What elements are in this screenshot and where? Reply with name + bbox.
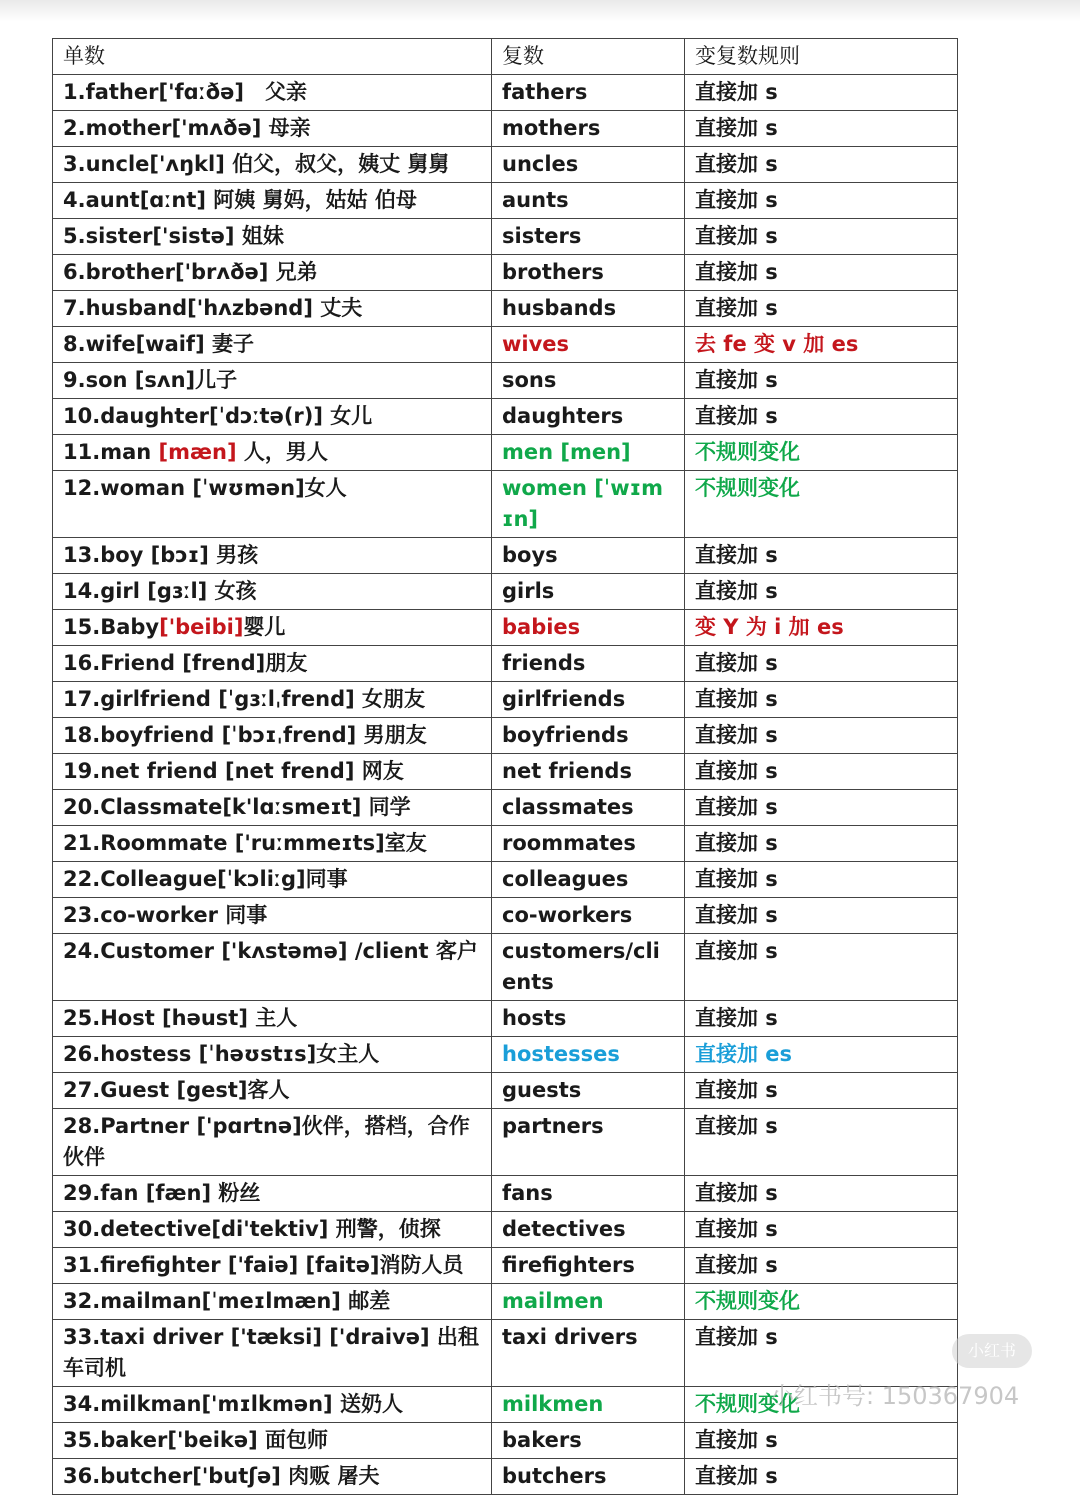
table-row bbox=[53, 1073, 958, 1109]
cell-rule: 直接加 s bbox=[685, 1001, 958, 1037]
table-row bbox=[53, 790, 958, 826]
cell-rule: 变 Y 为 i 加 es bbox=[685, 610, 958, 646]
cell-singular bbox=[53, 610, 492, 646]
cell-singular: 2.mother['mʌðə] 母亲 bbox=[53, 111, 492, 147]
cell-rule: 直接加 s bbox=[685, 574, 958, 610]
logo-watermark: 小红书 bbox=[952, 1334, 1032, 1368]
cell-rule: 直接加 s bbox=[685, 111, 958, 147]
cell-plural: husbands bbox=[492, 291, 685, 327]
cell-rule: 不规则变化 bbox=[685, 1284, 958, 1320]
table-row bbox=[53, 1037, 958, 1073]
header-singular: 单数 bbox=[53, 39, 492, 75]
cell-singular: 7.husband['hʌzbənd] 丈夫 bbox=[53, 291, 492, 327]
cell-rule: 直接加 s bbox=[685, 682, 958, 718]
cell-singular: 25.Host [həust] 主人 bbox=[53, 1001, 492, 1037]
cell-singular: 5.sister['sistə] 姐妹 bbox=[53, 219, 492, 255]
cell-plural: uncles bbox=[492, 147, 685, 183]
cell-rule: 直接加 s bbox=[685, 147, 958, 183]
top-shadow bbox=[0, 0, 1080, 22]
cell-rule: 直接加 s bbox=[685, 862, 958, 898]
table-row bbox=[53, 754, 958, 790]
singular-phonetic: [mæn] bbox=[158, 440, 237, 464]
cell-rule: 直接加 s bbox=[685, 1176, 958, 1212]
cell-plural: mailmen bbox=[492, 1284, 685, 1320]
singular-prefix: 11.man bbox=[63, 440, 159, 464]
table-row bbox=[53, 219, 958, 255]
table-row bbox=[53, 682, 958, 718]
cell-rule: 直接加 s bbox=[685, 255, 958, 291]
singular-phonetic: ['beibi] bbox=[159, 615, 244, 639]
header-plural: 复数 bbox=[492, 39, 685, 75]
cell-singular: 6.brother['brʌðə] 兄弟 bbox=[53, 255, 492, 291]
table-row bbox=[53, 363, 958, 399]
singular-suffix: 婴儿 bbox=[243, 615, 286, 639]
cell-singular: 14.girl [gɜːl] 女孩 bbox=[53, 574, 492, 610]
cell-plural: boyfriends bbox=[492, 718, 685, 754]
table-row bbox=[53, 934, 958, 1001]
cell-singular: 19.net friend [net frend] 网友 bbox=[53, 754, 492, 790]
cell-rule: 直接加 s bbox=[685, 826, 958, 862]
cell-rule: 直接加 s bbox=[685, 1320, 958, 1387]
cell-plural: hosts bbox=[492, 1001, 685, 1037]
cell-rule: 直接加 s bbox=[685, 790, 958, 826]
table-row bbox=[53, 75, 958, 111]
table-row bbox=[53, 862, 958, 898]
cell-singular: 8.wife[waif] 妻子 bbox=[53, 327, 492, 363]
cell-plural: co-workers bbox=[492, 898, 685, 934]
cell-rule: 直接加 s bbox=[685, 538, 958, 574]
table-row bbox=[53, 1109, 958, 1176]
cell-singular: 30.detective[di'tektiv] 刑警，侦探 bbox=[53, 1212, 492, 1248]
cell-plural: butchers bbox=[492, 1459, 685, 1495]
cell-rule: 直接加 s bbox=[685, 363, 958, 399]
table-row bbox=[53, 183, 958, 219]
cell-singular: 35.baker['beikə] 面包师 bbox=[53, 1423, 492, 1459]
cell-plural: classmates bbox=[492, 790, 685, 826]
cell-singular: 12.woman [ˈwʊmən]女人 bbox=[53, 471, 492, 538]
cell-rule: 直接加 s bbox=[685, 646, 958, 682]
cell-singular: 27.Guest [gest]客人 bbox=[53, 1073, 492, 1109]
table-row bbox=[53, 1248, 958, 1284]
cell-singular: 20.Classmate[k'lɑːsmeɪt] 同学 bbox=[53, 790, 492, 826]
cell-rule: 直接加 s bbox=[685, 291, 958, 327]
cell-plural: mothers bbox=[492, 111, 685, 147]
cell-rule: 直接加 s bbox=[685, 718, 958, 754]
cell-singular: 4.aunt[ɑːnt] 阿姨 舅妈，姑姑 伯母 bbox=[53, 183, 492, 219]
cell-rule: 不规则变化 bbox=[685, 1387, 958, 1423]
table-row bbox=[53, 255, 958, 291]
singular-prefix: 15.Baby bbox=[63, 615, 160, 639]
cell-singular: 21.Roommate ['ruːmmeɪts]室友 bbox=[53, 826, 492, 862]
cell-rule: 不规则变化 bbox=[685, 435, 958, 471]
cell-rule: 直接加 s bbox=[685, 183, 958, 219]
cell-plural: aunts bbox=[492, 183, 685, 219]
cell-rule: 直接加 s bbox=[685, 898, 958, 934]
table-row bbox=[53, 1001, 958, 1037]
cell-singular: 10.daughter[ˈdɔːtə(r)] 女儿 bbox=[53, 399, 492, 435]
cell-singular: 26.hostess [ˈhəʊstɪs]女主人 bbox=[53, 1037, 492, 1073]
cell-plural: wives bbox=[492, 327, 685, 363]
table-row bbox=[53, 147, 958, 183]
cell-plural: colleagues bbox=[492, 862, 685, 898]
cell-rule: 去 fe 变 v 加 es bbox=[685, 327, 958, 363]
cell-plural: women [ˈwɪmɪn] bbox=[492, 471, 685, 538]
cell-singular: 13.boy [bɔɪ] 男孩 bbox=[53, 538, 492, 574]
cell-plural: fathers bbox=[492, 75, 685, 111]
cell-plural: roommates bbox=[492, 826, 685, 862]
cell-plural: men [men] bbox=[492, 435, 685, 471]
watermark-text: 小红书号: 150367904 bbox=[770, 1382, 1020, 1410]
cell-rule: 直接加 s bbox=[685, 1248, 958, 1284]
table-body bbox=[53, 75, 958, 1495]
table-row bbox=[53, 1459, 958, 1495]
cell-plural: girls bbox=[492, 574, 685, 610]
table-row bbox=[53, 574, 958, 610]
cell-plural: guests bbox=[492, 1073, 685, 1109]
table-row bbox=[53, 111, 958, 147]
cell-rule: 直接加 s bbox=[685, 75, 958, 111]
cell-plural: sisters bbox=[492, 219, 685, 255]
cell-rule: 直接加 s bbox=[685, 754, 958, 790]
cell-plural: fans bbox=[492, 1176, 685, 1212]
cell-singular: 1.father['fɑːðə] 父亲 bbox=[53, 75, 492, 111]
cell-plural: friends bbox=[492, 646, 685, 682]
table-row bbox=[53, 1176, 958, 1212]
cell-plural: sons bbox=[492, 363, 685, 399]
cell-plural: taxi drivers bbox=[492, 1320, 685, 1387]
cell-plural: customers/clients bbox=[492, 934, 685, 1001]
cell-singular: 32.mailman[ˈmeɪlmæn] 邮差 bbox=[53, 1284, 492, 1320]
cell-rule: 不规则变化 bbox=[685, 471, 958, 538]
cell-rule: 直接加 s bbox=[685, 1423, 958, 1459]
cell-singular: 29.fan [fæn] 粉丝 bbox=[53, 1176, 492, 1212]
header-row bbox=[53, 39, 958, 75]
singular-suffix: 人，男人 bbox=[236, 440, 328, 464]
cell-rule: 直接加 s bbox=[685, 399, 958, 435]
cell-plural: partners bbox=[492, 1109, 685, 1176]
cell-plural: babies bbox=[492, 610, 685, 646]
cell-plural: milkmen bbox=[492, 1387, 685, 1423]
cell-singular: 16.Friend [frend]朋友 bbox=[53, 646, 492, 682]
table-row bbox=[53, 1284, 958, 1320]
table-row bbox=[53, 610, 958, 646]
cell-singular: 33.taxi driver ['tæksi] ['draivə] 出租车司机 bbox=[53, 1320, 492, 1387]
cell-singular: 22.Colleague[ˈkɔliːg]同事 bbox=[53, 862, 492, 898]
cell-singular: 28.Partner ['pɑrtnə]伙伴，搭档，合作伙伴 bbox=[53, 1109, 492, 1176]
cell-plural: girlfriends bbox=[492, 682, 685, 718]
cell-plural: detectives bbox=[492, 1212, 685, 1248]
cell-rule: 直接加 s bbox=[685, 1459, 958, 1495]
table-row bbox=[53, 898, 958, 934]
table-row bbox=[53, 718, 958, 754]
cell-rule: 直接加 s bbox=[685, 1212, 958, 1248]
table-row bbox=[53, 1212, 958, 1248]
table-row bbox=[53, 1423, 958, 1459]
cell-singular: 17.girlfriend [ˈgɜːlˌfrend] 女朋友 bbox=[53, 682, 492, 718]
cell-singular: 24.Customer ['kʌstəmə] /client 客户 bbox=[53, 934, 492, 1001]
table-row bbox=[53, 291, 958, 327]
cell-singular: 9.son [sʌn]儿子 bbox=[53, 363, 492, 399]
vocabulary-table bbox=[52, 38, 958, 1495]
table-row bbox=[53, 826, 958, 862]
table-row bbox=[53, 538, 958, 574]
cell-singular: 34.milkman['mɪlkmən] 送奶人 bbox=[53, 1387, 492, 1423]
cell-plural: daughters bbox=[492, 399, 685, 435]
table-row bbox=[53, 435, 958, 471]
cell-rule: 直接加 s bbox=[685, 219, 958, 255]
cell-rule: 直接加 s bbox=[685, 1109, 958, 1176]
cell-plural: net friends bbox=[492, 754, 685, 790]
table-row bbox=[53, 399, 958, 435]
header-rule: 变复数规则 bbox=[685, 39, 958, 75]
cell-plural: bakers bbox=[492, 1423, 685, 1459]
cell-plural: boys bbox=[492, 538, 685, 574]
cell-rule: 直接加 es bbox=[685, 1037, 958, 1073]
cell-plural: hostesses bbox=[492, 1037, 685, 1073]
table-row bbox=[53, 327, 958, 363]
cell-plural: brothers bbox=[492, 255, 685, 291]
cell-singular: 36.butcher['butʃə] 肉贩 屠夫 bbox=[53, 1459, 492, 1495]
cell-plural: firefighters bbox=[492, 1248, 685, 1284]
table-row bbox=[53, 471, 958, 538]
cell-singular: 23.co-worker 同事 bbox=[53, 898, 492, 934]
cell-rule: 直接加 s bbox=[685, 934, 958, 1001]
table-row bbox=[53, 646, 958, 682]
cell-singular bbox=[53, 435, 492, 471]
cell-rule: 直接加 s bbox=[685, 1073, 958, 1109]
cell-singular: 18.boyfriend [ˈbɔɪˌfrend] 男朋友 bbox=[53, 718, 492, 754]
cell-singular: 31.firefighter ['faiə] [faitə]消防人员 bbox=[53, 1248, 492, 1284]
cell-singular: 3.uncle['ʌŋkl] 伯父，叔父，姨丈 舅舅 bbox=[53, 147, 492, 183]
